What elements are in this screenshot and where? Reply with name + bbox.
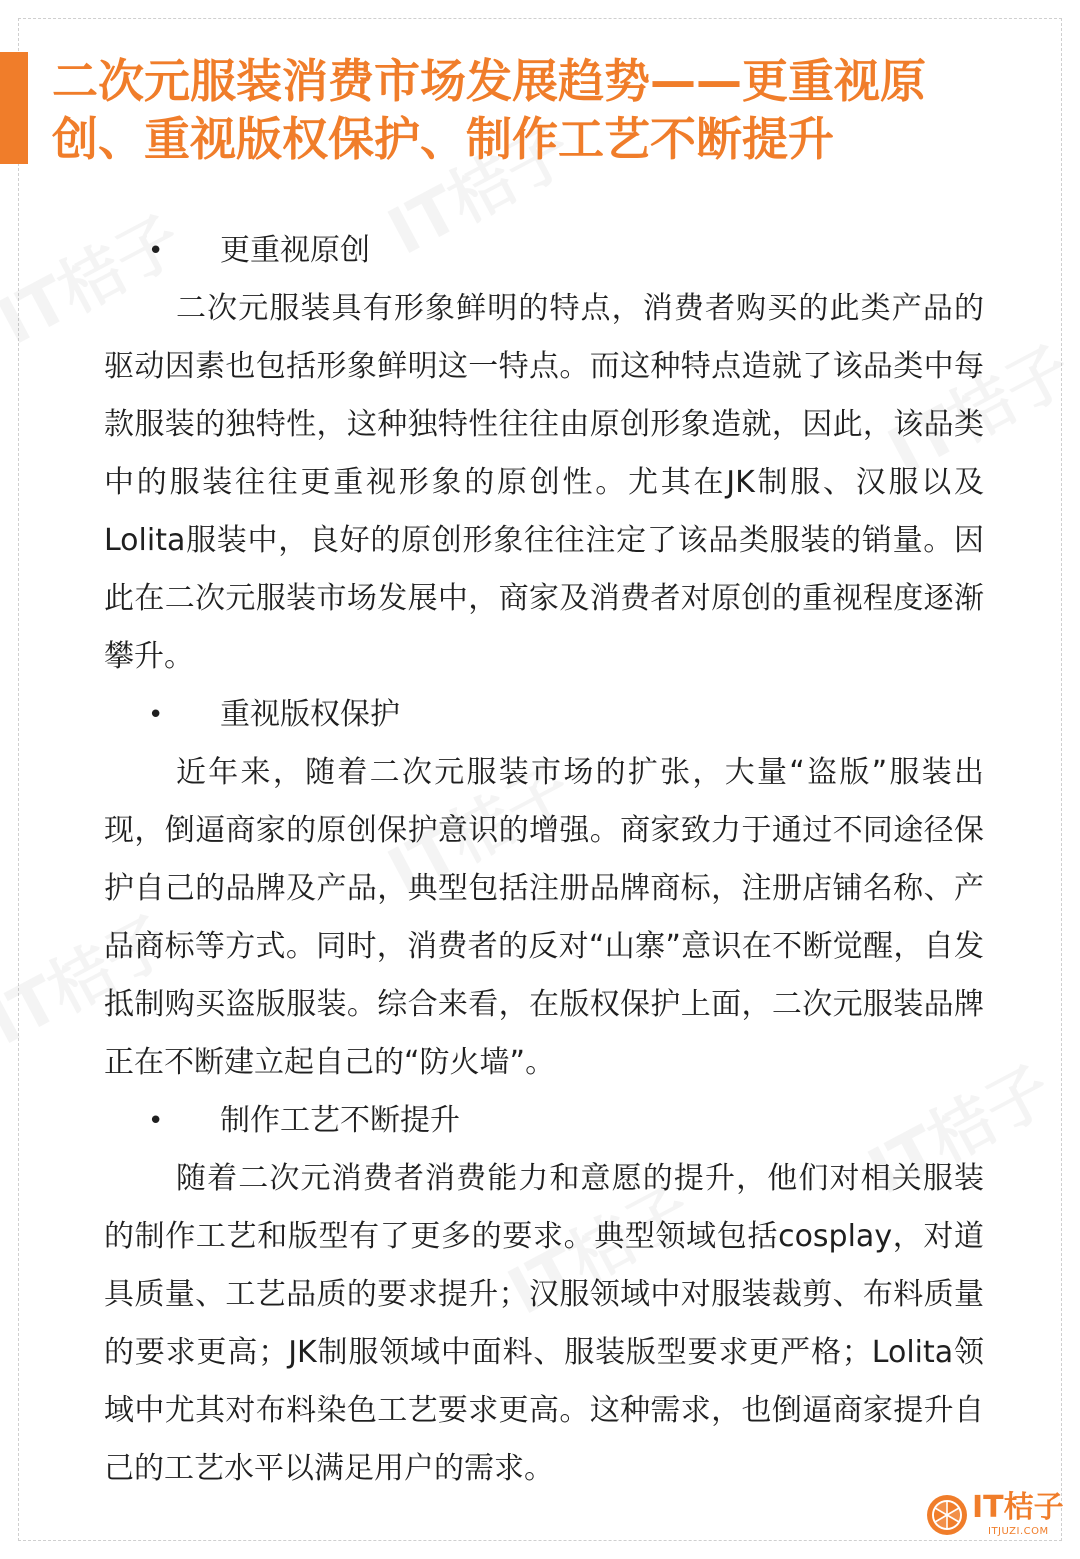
section-heading bbox=[104, 1092, 984, 1150]
section-paragraph: 二次元服装具有形象鲜明的特点，消费者购买的此类产品的驱动因素也包括形象鲜明这一特点。而这种特点造就了该品类中每款服装的独特性，这种独特性往往由原创形象造就，因此，该品类中的服装往往更重视形象的原创性。尤其在JK制服、汉服以及Lolita服装中，良好的原创形象往往注定了该品类服装的销量。因此在二次元服装市场发展中，商家及消费者对原创的重视程度逐渐攀升。 bbox=[104, 291, 984, 674]
logo-name: IT桔子 bbox=[972, 1490, 1064, 1525]
page-title: 二次元服装消费市场发展趋势——更重视原创、重视版权保护、制作工艺不断提升 bbox=[52, 54, 926, 166]
section-heading bbox=[104, 222, 984, 280]
section-craftsmanship bbox=[104, 1092, 984, 1498]
content bbox=[104, 222, 984, 1498]
brand-logo bbox=[926, 1492, 1066, 1540]
bullet-icon: • bbox=[148, 700, 164, 730]
section-copyright bbox=[104, 686, 984, 1092]
section-heading-text: 重视版权保护 bbox=[220, 697, 400, 732]
section-paragraph: 近年来，随着二次元服装市场的扩张，大量“盗版”服装出现，倒逼商家的原创保护意识的增强。商家致力于通过不同途径保护自己的品牌及产品，典型包括注册品牌商标，注册店铺名称、产品商标等方式。同时，消费者的反对“山寨”意识在不断觉醒，自发抵制购买盗版服装。综合来看，在版权保护上面，二次元服装品牌正在不断建立起自己的“防火墙”。 bbox=[104, 755, 984, 1080]
title-accent-bar bbox=[0, 52, 28, 164]
section-heading-text: 制作工艺不断提升 bbox=[220, 1103, 460, 1138]
orange-slice-icon bbox=[926, 1494, 968, 1536]
bullet-icon: • bbox=[148, 236, 164, 266]
section-heading bbox=[104, 686, 984, 744]
bullet-icon: • bbox=[148, 1106, 164, 1136]
section-heading-text: 更重视原创 bbox=[220, 233, 370, 268]
logo-url: ITJUZI.COM bbox=[988, 1526, 1049, 1537]
section-originality bbox=[104, 222, 984, 686]
section-paragraph: 随着二次元消费者消费能力和意愿的提升，他们对相关服装的制作工艺和版型有了更多的要求。典型领域包括cosplay，对道具质量、工艺品质的要求提升；汉服领域中对服装裁剪、布料质量的要求更高；JK制服领域中面料、服装版型要求更严格；Lolita领域中尤其对布料染色工艺要求更高。这种需求，也倒逼商家提升自己的工艺水平以满足用户的需求。 bbox=[104, 1161, 984, 1486]
